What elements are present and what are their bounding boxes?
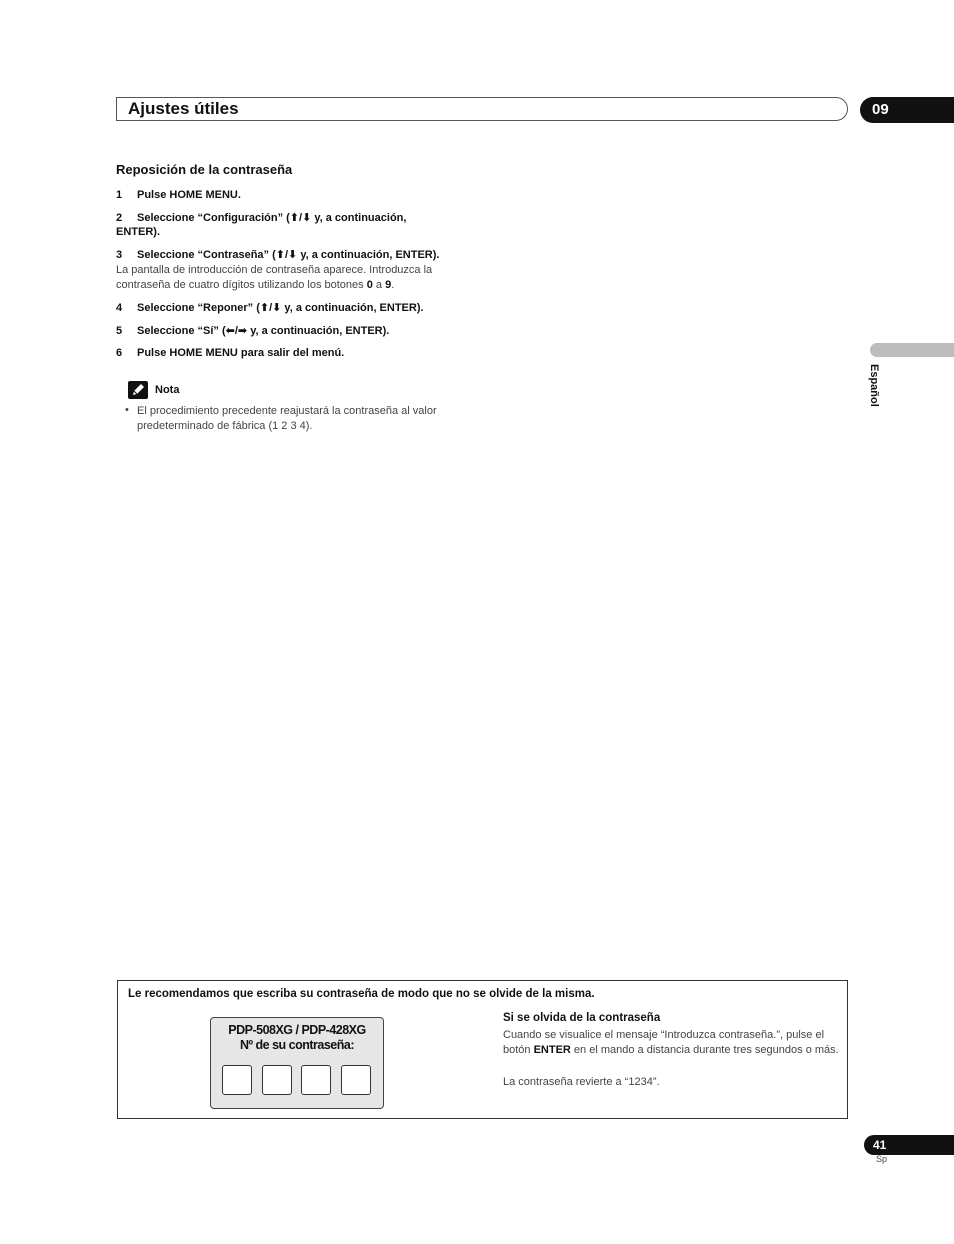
password-digit-box[interactable] (341, 1065, 371, 1095)
step-number: 6 (116, 347, 123, 359)
step-text: Seleccione “Reponer” (⬆/⬇ y, a continuación, ENTER). (137, 302, 424, 314)
forgot-text-a: Cuando se visualice el mensaje “Introduzca contraseña.”, pulse el botón (503, 1029, 825, 1056)
step-text: Pulse HOME MENU. (137, 189, 241, 201)
card-model (210, 1023, 384, 1053)
note-text: El procedimiento precedente reajustará la contraseña al valor predeterminado de fábrica (1 2 3 4). (137, 405, 437, 432)
forgot-title: Si se olvida de la contraseña (503, 1012, 661, 1024)
step-number: 3 (116, 249, 123, 261)
step-number: 2 (116, 212, 123, 224)
desc-text-end: . (391, 279, 395, 291)
step-number: 4 (116, 302, 123, 314)
step-text: Seleccione “Configuración” (⬆/⬇ y, a continuación, (137, 212, 407, 224)
desc-key-0: 0 (366, 279, 373, 291)
note-label: Nota (155, 384, 180, 396)
password-digit-box[interactable] (262, 1065, 292, 1095)
password-digit-box[interactable] (301, 1065, 331, 1095)
bullet: • (125, 404, 129, 416)
forgot-text (503, 1028, 843, 1058)
step-text: Pulse HOME MENU para salir del menú. (137, 347, 345, 359)
page-title: Ajustes útiles (128, 99, 239, 118)
pencil-icon (128, 381, 148, 399)
section-title: Reposición de la contraseña (116, 162, 293, 177)
step-number: 1 (116, 189, 123, 201)
password-digit-box[interactable] (222, 1065, 252, 1095)
step-1 (116, 188, 476, 202)
step-3-description (116, 263, 476, 293)
card-model-name: PDP-508XG / PDP-428XG (228, 1023, 366, 1037)
forgot-enter-key: ENTER (533, 1044, 571, 1056)
step-text: Seleccione “Contraseña” (⬆/⬇ y, a continuación, ENTER). (137, 249, 440, 261)
chapter-badge: 09 (860, 97, 954, 123)
step-2 (116, 211, 476, 239)
card-password-label: Nº de su contraseña: (239, 1038, 355, 1052)
desc-key-9: 9 (385, 279, 392, 291)
desc-text-mid: a (372, 279, 386, 291)
step-text-continued: ENTER). (116, 226, 160, 238)
step-4 (116, 301, 476, 315)
language-tab (870, 343, 954, 357)
step-text: Seleccione “Sí” (⬅/➡ y, a continuación, ENTER). (137, 325, 390, 337)
step-6 (116, 346, 476, 360)
desc-text: La pantalla de introducción de contraseña aparece. Introduzca la contraseña de cuatro dígitos utilizando los botones (116, 264, 433, 291)
forgot-text-b: en el mando a distancia durante tres segundos o más. (570, 1044, 839, 1056)
language-label: Español (868, 364, 880, 407)
step-3 (116, 248, 476, 262)
page-language: Sp (876, 1154, 888, 1164)
memo-title: Le recomendamos que escriba su contraseña de modo que no se olvide de la misma. (128, 988, 595, 1000)
forgot-revert: La contraseña revierte a “1234”. (503, 1076, 660, 1088)
page-number: 41 (864, 1135, 954, 1155)
step-number: 5 (116, 325, 123, 337)
step-5 (116, 324, 476, 338)
